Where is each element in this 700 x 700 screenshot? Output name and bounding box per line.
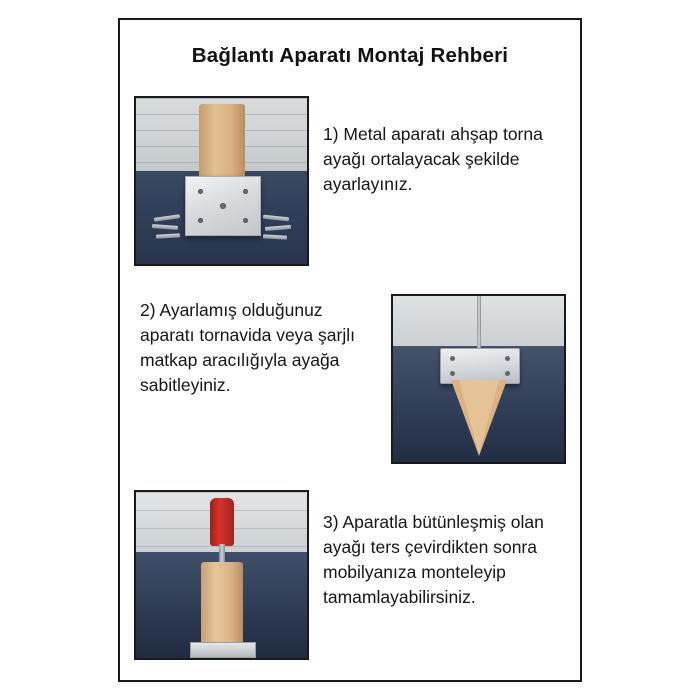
metal-plate (185, 176, 261, 236)
metal-plate (190, 642, 256, 658)
wooden-leg (199, 104, 245, 186)
plate-hole-icon (505, 371, 510, 376)
step-1-text: 1) Metal aparatı ahşap torna ayağı ortalayacak şekilde ayarlayınız. (323, 124, 543, 194)
page-title: Bağlantı Aparatı Montaj Rehberi (191, 44, 509, 67)
step-item (120, 294, 580, 464)
step-3-photo (134, 490, 309, 660)
step-1-photo (134, 96, 309, 266)
plate-hole-icon (243, 218, 248, 223)
step-3-text: 3) Aparatla bütünleşmiş olan ayağı ters çevirdikten sonra mobilyanıza monteleyip tamamlayabilirsiniz. (323, 512, 544, 607)
plate-hole-icon (198, 218, 203, 223)
instruction-card (118, 18, 582, 682)
step-item (120, 490, 580, 660)
steps-list (120, 82, 580, 660)
plate-hole-icon (450, 371, 455, 376)
plate-hole-icon (505, 356, 510, 361)
plate-hole-icon (450, 356, 455, 361)
plate-hole-icon (198, 189, 203, 194)
step-2-photo (391, 294, 566, 464)
plate-center-hole-icon (220, 203, 226, 209)
wooden-leg (201, 562, 243, 648)
screwdriver-handle-icon (210, 498, 234, 546)
metal-plate (440, 348, 520, 384)
step-2-text: 2) Ayarlamış olduğunuz aparatı tornavida veya şarjlı matkap aracılığıyla ayağa sabitleyiniz. (140, 300, 355, 395)
wooden-leg-highlight (459, 380, 499, 454)
step-item (120, 96, 580, 266)
plate-hole-icon (243, 189, 248, 194)
drill-bit-icon (477, 296, 481, 354)
